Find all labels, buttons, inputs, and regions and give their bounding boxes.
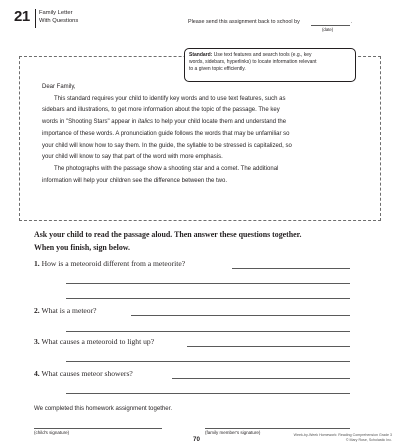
- question-number: 3.: [34, 337, 40, 346]
- letter-p2-line1: The photographs with the passage show a shooting star and a comet. The additional: [54, 165, 279, 172]
- letter-p1-line5: your child will know how to say them. In the guide, the syllable to be stressed is capitalized, so: [42, 142, 292, 149]
- letter-p2-line2: information will help your children see the difference between the two.: [42, 177, 227, 184]
- child-signature-line[interactable]: [34, 428, 162, 429]
- instructions-line2: When you finish, sign below.: [34, 243, 131, 252]
- standard-text-line1: Use text features and search tools (e.g., key: [212, 52, 312, 58]
- question-number: 1.: [34, 259, 40, 268]
- instructions-line1: Ask your child to read the passage aloud. Then answer these questions together.: [34, 230, 302, 239]
- letter-p1-line3-a: words in "Shooting Stars" appear in: [42, 119, 138, 126]
- send-back-text: Please send this assignment back to school by: [188, 19, 300, 25]
- completed-text: We completed this homework assignment together.: [34, 405, 173, 412]
- standard-box: [184, 48, 356, 82]
- answer-line[interactable]: [66, 393, 350, 394]
- footer-credit-line1: Week-by-Week Homework: Reading Comprehension Grade 3: [293, 433, 392, 437]
- question-number: 4.: [34, 369, 40, 378]
- question-text: What causes a meteoroid to light up?: [41, 337, 155, 346]
- header-title-line2: With Questions: [39, 17, 79, 24]
- family-signature-label: (family member's signature): [205, 430, 261, 435]
- send-back-date-label: (date): [322, 27, 334, 32]
- page-number-badge: 21: [14, 8, 30, 25]
- letter-p1-line1: This standard requires your child to identify key words and to use text features, such as: [54, 95, 286, 102]
- header-divider: [35, 9, 36, 28]
- letter-italic-word: italics: [137, 119, 153, 126]
- child-signature-label: (child's signature): [34, 430, 70, 435]
- family-letter: [42, 82, 292, 187]
- letter-p1-line4: importance of these words. A pronunciation guide follows the words that may be unfamiliar so: [42, 130, 290, 137]
- send-back-period: .: [351, 19, 353, 25]
- question-text: How is a meteoroid different from a meteorite?: [41, 259, 186, 268]
- letter-p1-line3-b: to help your child locate them and understand the: [153, 119, 287, 126]
- family-signature-line[interactable]: [205, 428, 350, 429]
- answer-line[interactable]: [187, 346, 350, 347]
- answer-line[interactable]: [172, 378, 350, 379]
- standard-text-line3: to a given topic efficiently.: [189, 65, 246, 72]
- letter-p1-line6: your child will know to say that part of the word with more emphasis.: [42, 154, 223, 161]
- answer-line[interactable]: [66, 298, 350, 299]
- letter-p1-line3: [42, 117, 292, 129]
- question-4: [34, 369, 133, 378]
- header-title-line1: Family Letter: [39, 10, 73, 16]
- answer-line[interactable]: [131, 315, 350, 316]
- footer-credit-line2: © Mary Rose, Scholastic Inc.: [345, 437, 392, 442]
- question-2: [34, 306, 97, 315]
- answer-line[interactable]: [232, 268, 350, 269]
- question-number: 2.: [34, 306, 40, 315]
- answer-line[interactable]: [66, 331, 350, 332]
- answer-line[interactable]: [66, 283, 350, 284]
- standard-text-line2: words, sidebars, hyperlinks) to locate information relevant: [189, 58, 317, 65]
- question-text: What causes meteor showers?: [41, 369, 133, 378]
- letter-p1-line2: sidebars and illustrations, to get more information about the topic of the passage. The key: [42, 107, 280, 114]
- instructions: [34, 228, 301, 254]
- footer-page-number: 70: [193, 436, 200, 443]
- answer-line[interactable]: [66, 361, 350, 362]
- question-3: [34, 337, 154, 346]
- footer-credit: [252, 433, 392, 442]
- send-back-date-line[interactable]: [311, 25, 350, 26]
- standard-label: Standard:: [189, 52, 213, 58]
- question-text: What is a meteor?: [41, 306, 97, 315]
- letter-greeting: Dear Family,: [42, 84, 76, 90]
- question-1: [34, 259, 185, 268]
